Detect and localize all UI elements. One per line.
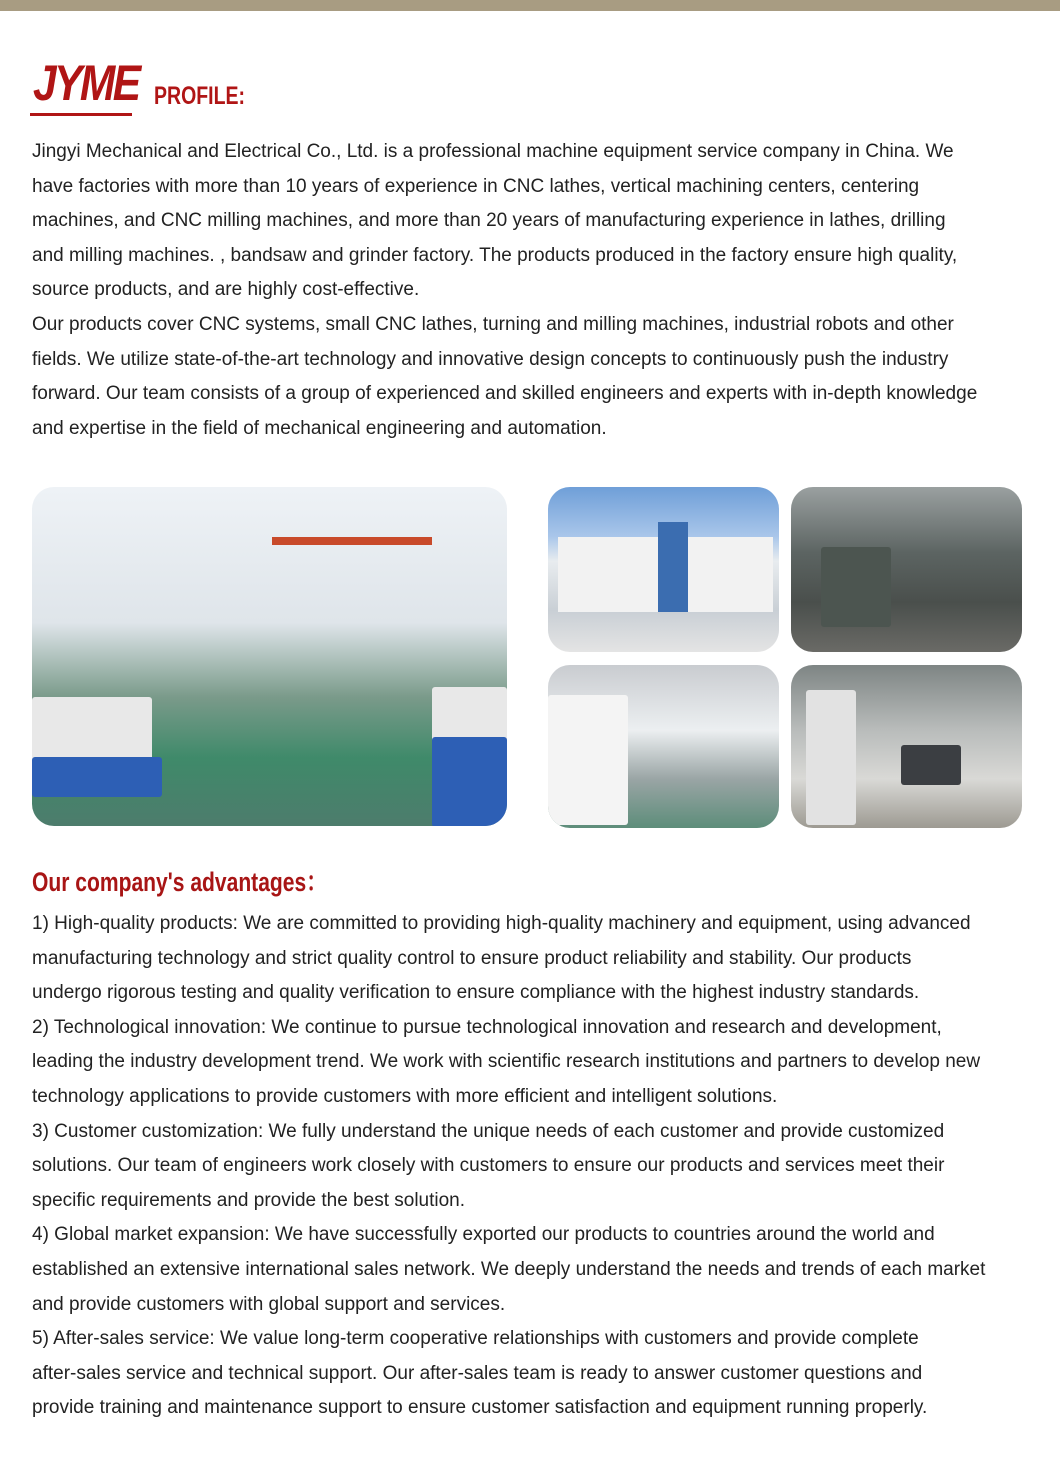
text-line: after-sales service and technical support. Our after-sales team is ready to answer customer questions and	[32, 1362, 923, 1384]
text-line: 1) High-quality products: We are committed to providing high-quality machinery and equipment, using advanced	[32, 913, 971, 934]
factory-hall-photo	[32, 487, 507, 826]
text-line: undergo rigorous testing and quality verification to ensure compliance with the highest industry standards.	[32, 982, 920, 1004]
advantages-heading: Our company's advantages：	[32, 867, 328, 897]
text-line: source products, and are highly cost-effective.	[32, 279, 420, 301]
text-line: fields. We utilize state-of-the-art technology and innovative design concepts to continuously push the industry	[32, 348, 949, 370]
text-line: specific requirements and provide the best solution.	[32, 1189, 466, 1211]
profile-heading: PROFILE:	[154, 82, 246, 110]
logo-underline	[30, 113, 132, 116]
text-line: solutions. Our team of engineers work closely with customers to ensure our products and services meet their	[32, 1155, 945, 1177]
top-bar	[0, 0, 1060, 11]
workshop-milling-photo	[791, 487, 1022, 652]
factory-building-photo	[548, 487, 779, 652]
text-line: machines, and CNC milling machines, and more than 20 years of manufacturing experience in lathes, drilling	[32, 210, 946, 232]
text-line: forward. Our team consists of a group of experienced and skilled engineers and experts with in-depth knowledge	[32, 383, 978, 405]
company-logo: JYME	[33, 55, 139, 111]
cnc-line-photo	[548, 665, 779, 828]
text-line: and milling machines. , bandsaw and grinder factory. The products produced in the factory ensure high quality,	[32, 244, 958, 266]
edm-machine-photo	[791, 665, 1022, 828]
text-line: and expertise in the field of mechanical engineering and automation.	[32, 417, 607, 439]
text-line: established an extensive international sales network. We deeply understand the needs and trends of each market	[32, 1259, 986, 1280]
text-line: leading the industry development trend. We work with scientific research institutions and partners to develop new	[32, 1051, 981, 1073]
text-line: 5) After-sales service: We value long-term cooperative relationships with customers and provide complete	[32, 1328, 919, 1350]
text-line: 3) Customer customization: We fully understand the unique needs of each customer and provide customized	[32, 1120, 945, 1142]
text-line: 2) Technological innovation: We continue to pursue technological innovation and research and development,	[32, 1016, 942, 1038]
text-line: have factories with more than 10 years of experience in CNC lathes, vertical machining centers, centering	[32, 175, 920, 197]
text-line: manufacturing technology and strict quality control to ensure product reliability and stability. Our products	[32, 947, 912, 969]
text-line: Jingyi Mechanical and Electrical Co., Ltd. is a professional machine equipment service company in China. We	[32, 141, 954, 162]
text-line: provide training and maintenance support to ensure customer satisfaction and equipment running properly.	[32, 1397, 928, 1419]
text-line: Our products cover CNC systems, small CNC lathes, turning and milling machines, industrial robots and other	[32, 314, 954, 335]
text-line: and provide customers with global support and services.	[32, 1293, 506, 1315]
text-line: technology applications to provide customers with more efficient and intelligent solutions.	[32, 1086, 778, 1107]
text-line: 4) Global market expansion: We have successfully exported our products to countries around the world and	[32, 1224, 935, 1246]
